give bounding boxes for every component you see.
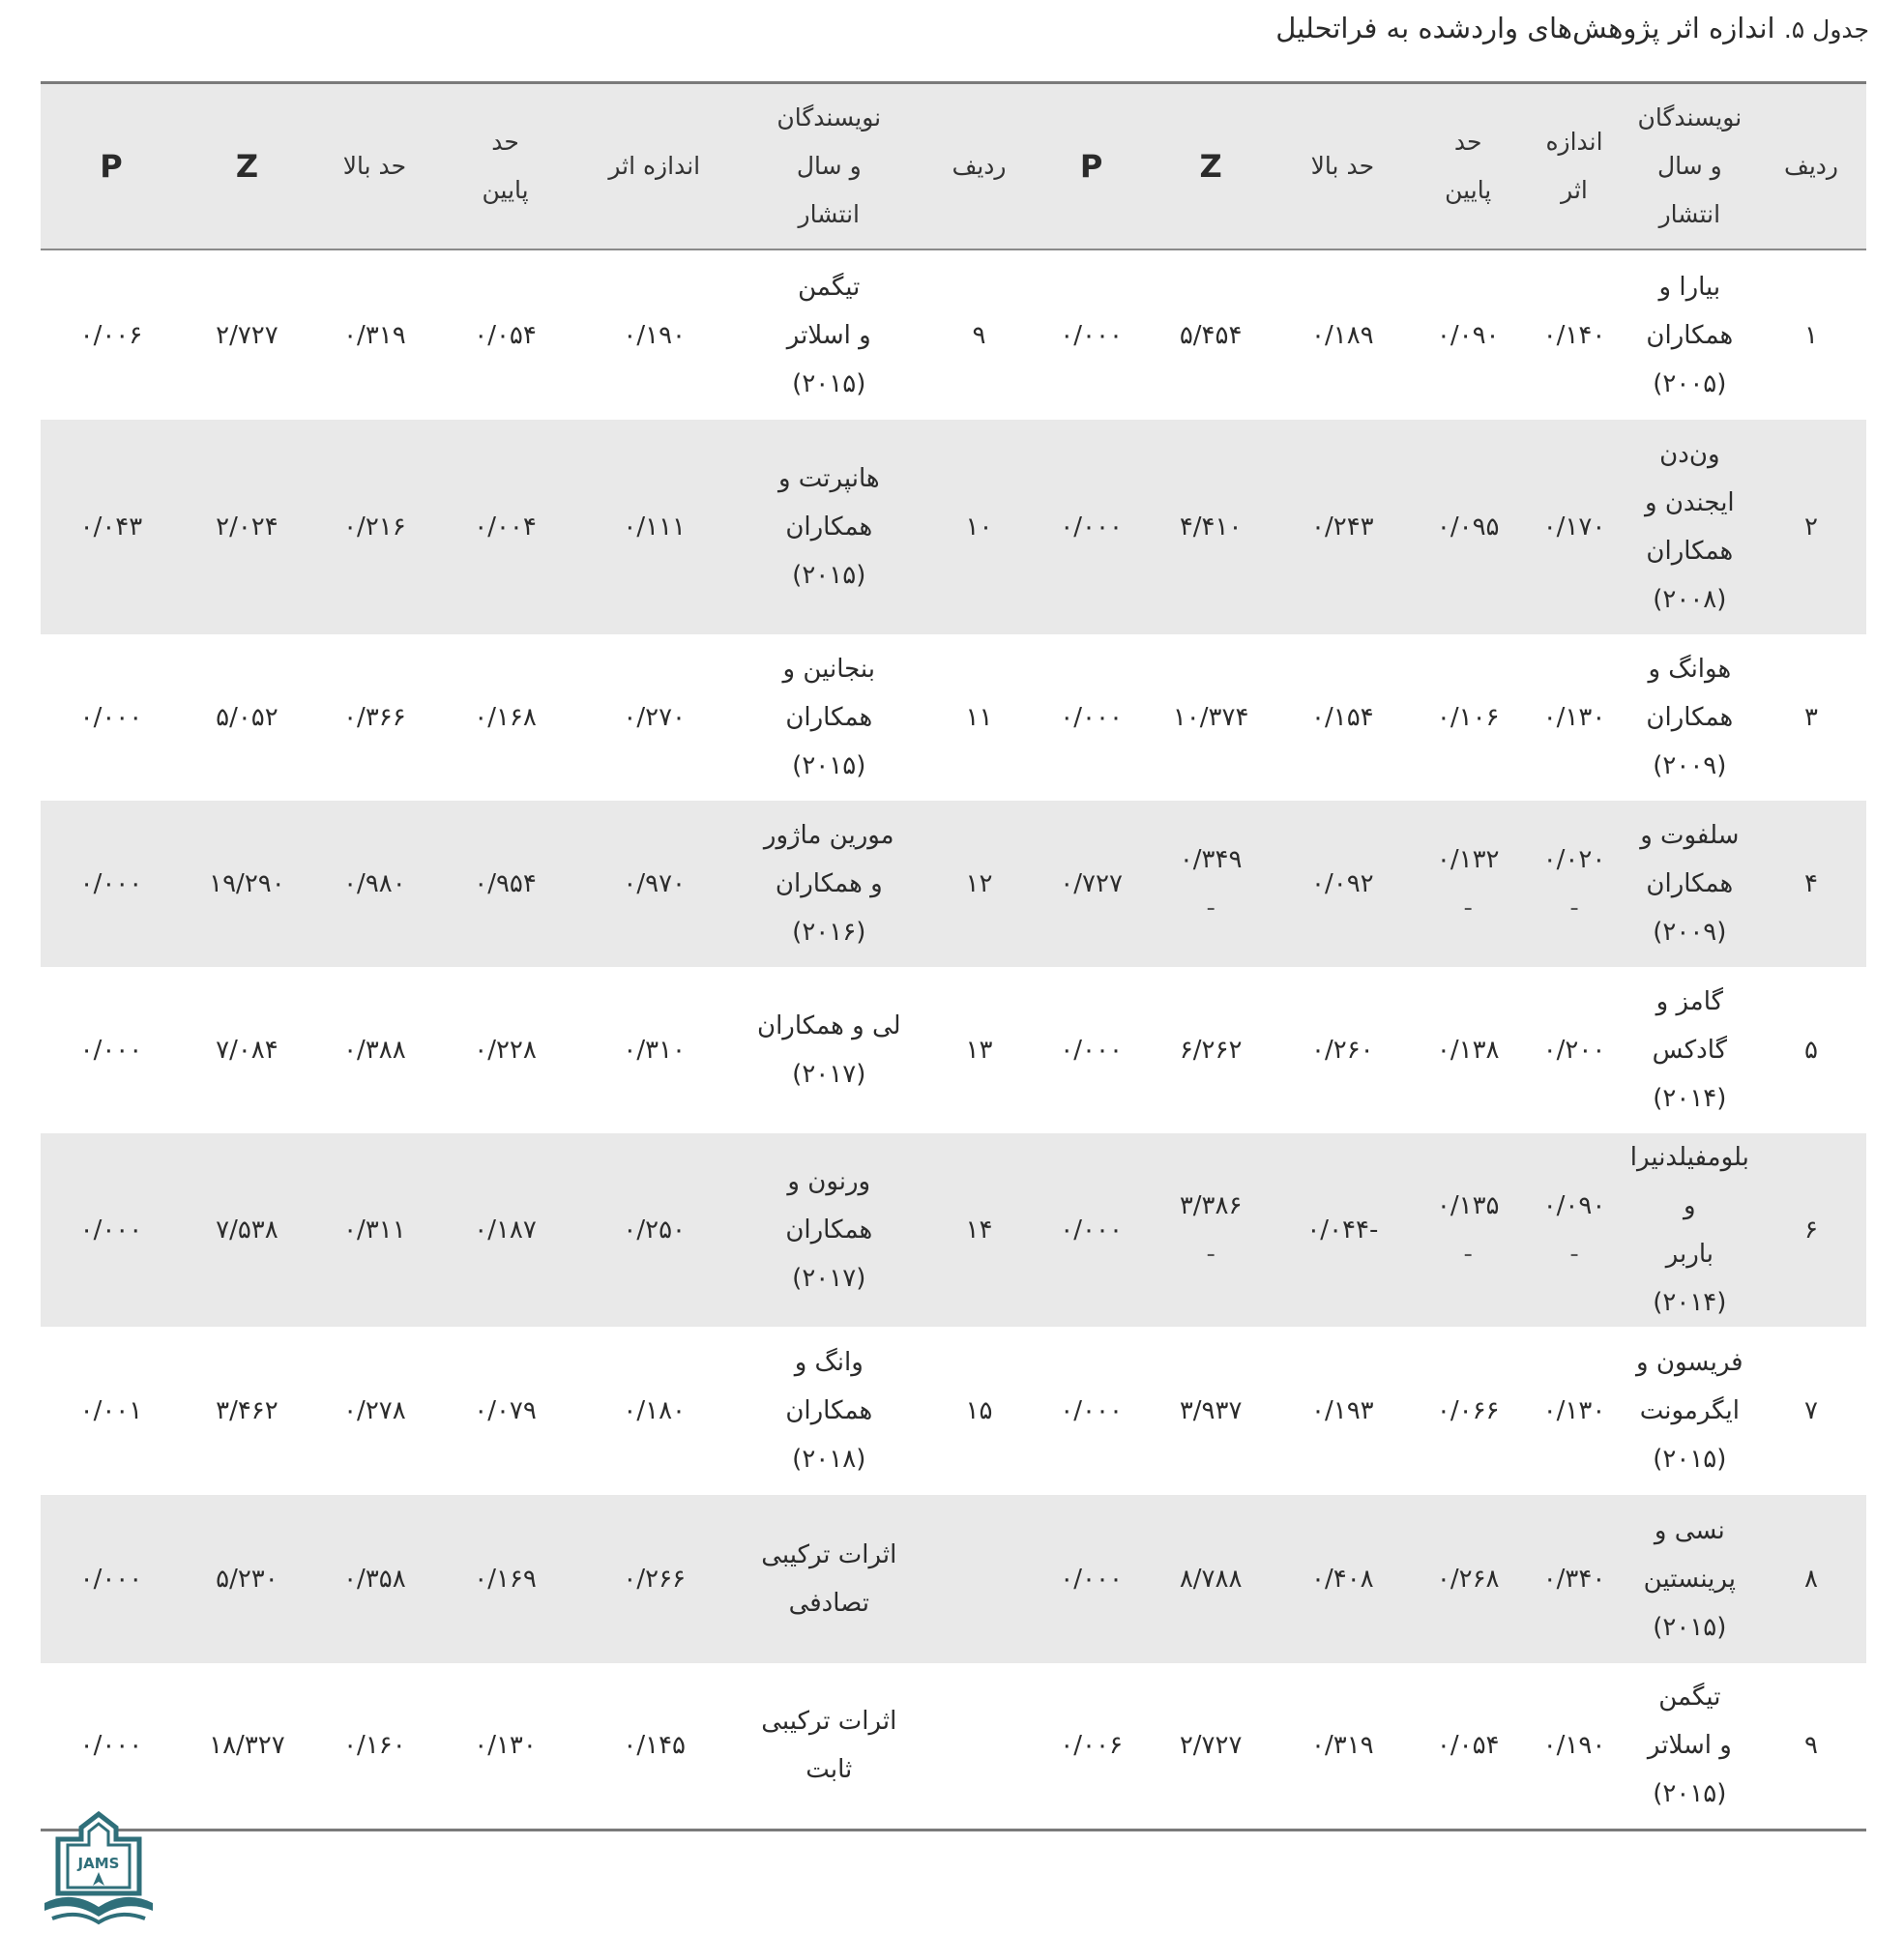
cell-authors-2: بنجانین و همکاران (۲۰۱۵) xyxy=(782,655,875,780)
header-effect-size-2: اندازه اثر xyxy=(573,83,735,250)
cell-upper-limit: ۰/۰۹۲ xyxy=(1311,869,1374,898)
cell-lower-limit xyxy=(1411,801,1525,967)
cell-radif-2: ۱۵ xyxy=(965,1396,993,1425)
cell-upper-limit-2: ۰/۳۱۹ xyxy=(343,320,406,350)
cell-effect-size-2: ۰/۱۱۱ xyxy=(623,513,687,542)
header-p-2: P xyxy=(41,83,182,250)
cell-effect-size-2: ۰/۲۶۶ xyxy=(623,1565,687,1594)
cell-lower-limit: ۰/۱۳۸ xyxy=(1436,1036,1500,1065)
cell-effect-size xyxy=(1525,801,1623,967)
cell-radif: ۸ xyxy=(1804,1565,1818,1594)
cell-authors-2: لی و همکاران (۲۰۱۷) xyxy=(756,1011,901,1089)
cell-z: ۲/۷۲۷ xyxy=(1148,1663,1274,1830)
cell-radif: ۳ xyxy=(1804,703,1818,732)
cell-authors-2: تیگمن و اسلاتر (۲۰۱۵) xyxy=(786,272,871,398)
cell-radif-2 xyxy=(923,1495,1035,1663)
cell-upper-limit: ۰/۴۰۸ xyxy=(1311,1565,1374,1594)
cell-z-2: ۲/۰۲۴ xyxy=(216,513,278,542)
cell-radif: ۷ xyxy=(1804,1396,1818,1425)
cell-lower-limit-2: ۰/۱۸۷ xyxy=(474,1215,537,1245)
cell-p: ۰/۰۰۰ xyxy=(1060,1396,1123,1425)
cell-effect-size-2: ۰/۲۵۰ xyxy=(623,1215,687,1245)
cell-lower-limit: ۰/۰۹۵ xyxy=(1436,513,1500,542)
cell-lower-limit: ۰/۰۵۴ xyxy=(1411,1663,1525,1830)
cell-authors: گامز و گادکس (۲۰۱۴) xyxy=(1652,987,1728,1113)
table-row xyxy=(41,634,1866,801)
cell-effect-size: ۰/۱۷۰ xyxy=(1542,513,1606,542)
cell-effect-size: ۰/۱۳۰ xyxy=(1542,703,1606,732)
cell-radif-2 xyxy=(923,1663,1035,1830)
cell-z-sign: - xyxy=(1206,1240,1216,1269)
cell-authors-2: مورین ماژور و همکاران (۲۰۱۶) xyxy=(763,821,894,947)
cell-z-2: ۱۹/۲۹۰ xyxy=(209,869,285,898)
cell-authors: سلفوت و همکاران (۲۰۰۹) xyxy=(1640,821,1740,947)
cell-effect-size-sign: - xyxy=(1569,893,1579,923)
cell-p-2: ۰/۰۰۰ xyxy=(79,869,143,898)
cell-effect-size-2: ۰/۱۹۰ xyxy=(623,320,687,350)
table-header-row xyxy=(41,83,1866,250)
jams-logo xyxy=(39,1810,160,1931)
cell-authors: فریسون و ایگرمونت (۲۰۱۵) xyxy=(1636,1348,1743,1474)
cell-lower-limit: ۰/۰۶۶ xyxy=(1436,1396,1500,1425)
cell-upper-limit: ۰/۱۸۹ xyxy=(1311,320,1374,350)
cell-upper-limit: -۰/۰۴۴ xyxy=(1306,1215,1379,1245)
cell-lower-limit-2: ۰/۹۵۴ xyxy=(474,869,537,898)
cell-effect-size-sign: - xyxy=(1569,1240,1579,1269)
cell-authors-2: اثرات ترکیبی تصادفی xyxy=(761,1540,897,1618)
cell-effect-size-value: ۰/۰۲۰ xyxy=(1542,845,1606,874)
header-lower-limit-2: حد پایین xyxy=(437,83,573,250)
cell-p: ۰/۰۰۰ xyxy=(1060,513,1123,542)
cell-p: ۰/۰۰۰ xyxy=(1060,320,1123,350)
cell-radif-2: ۱۱ xyxy=(965,703,993,732)
table-row xyxy=(41,249,1866,420)
cell-p-2: ۰/۰۰۰ xyxy=(79,1565,143,1594)
cell-p-2: ۰/۰۰۰ xyxy=(79,1036,143,1065)
cell-upper-limit-2: ۰/۱۶۰ xyxy=(312,1663,437,1830)
cell-effect-size-2: ۰/۱۴۵ xyxy=(573,1663,735,1830)
cell-lower-limit-value: ۰/۱۳۵ xyxy=(1436,1191,1500,1220)
header-authors: نویسندگان و سال انتشار xyxy=(1624,83,1756,250)
cell-authors: بیارا و همکاران (۲۰۰۵) xyxy=(1646,272,1734,398)
table-row xyxy=(41,420,1866,634)
effect-size-table xyxy=(41,81,1866,1831)
cell-authors: نسی و پرینستین (۲۰۱۵) xyxy=(1643,1516,1736,1642)
table-row xyxy=(41,1663,1866,1830)
cell-radif-2: ۱۰ xyxy=(965,513,993,542)
cell-p-2: ۰/۰۴۳ xyxy=(79,513,143,542)
table-row xyxy=(41,801,1866,967)
cell-p: ۰/۰۰۶ xyxy=(1036,1663,1148,1830)
cell-authors: تیگمن و اسلاتر (۲۰۱۵) xyxy=(1624,1663,1756,1830)
cell-effect-size-value: ۰/۰۹۰ xyxy=(1542,1191,1606,1220)
header-upper-limit: حد بالا xyxy=(1274,83,1411,250)
cell-radif: ۹ xyxy=(1756,1663,1866,1830)
cell-lower-limit-sign: - xyxy=(1463,893,1473,923)
header-lower-limit: حد پایین xyxy=(1411,83,1525,250)
cell-z-2: ۵/۰۵۲ xyxy=(216,703,278,732)
cell-upper-limit-2: ۰/۲۷۸ xyxy=(343,1396,406,1425)
cell-effect-size xyxy=(1525,1133,1623,1327)
cell-upper-limit-2: ۰/۳۶۶ xyxy=(343,703,406,732)
header-radif-2: ردیف xyxy=(923,83,1035,250)
cell-effect-size: ۰/۳۴۰ xyxy=(1542,1565,1606,1594)
cell-z: ۸/۷۸۸ xyxy=(1179,1565,1243,1594)
cell-effect-size: ۰/۱۹۰ xyxy=(1525,1663,1623,1830)
cell-z-2: ۳/۴۶۲ xyxy=(216,1396,278,1425)
table-caption xyxy=(1275,12,1869,44)
cell-authors: ون‌دن ایجندن و همکاران (۲۰۰۸) xyxy=(1645,440,1735,614)
cell-p: ۰/۷۲۷ xyxy=(1060,869,1123,898)
cell-lower-limit: ۰/۰۹۰ xyxy=(1436,320,1500,350)
cell-lower-limit-2: ۰/۱۶۸ xyxy=(474,703,537,732)
cell-p-2: ۰/۰۰۱ xyxy=(79,1396,143,1425)
cell-upper-limit: ۰/۲۴۳ xyxy=(1311,513,1374,542)
cell-lower-limit-2: ۰/۰۰۴ xyxy=(474,513,537,542)
cell-z: ۶/۲۶۲ xyxy=(1179,1036,1243,1065)
cell-z: ۵/۴۵۴ xyxy=(1179,320,1243,350)
cell-effect-size-2: ۰/۳۱۰ xyxy=(623,1036,687,1065)
header-authors-2: نویسندگان و سال انتشار xyxy=(735,83,923,250)
cell-z xyxy=(1148,801,1274,967)
cell-lower-limit: ۰/۱۰۶ xyxy=(1436,703,1500,732)
cell-upper-limit: ۰/۳۱۹ xyxy=(1274,1663,1411,1830)
cell-z-2: ۲/۷۲۷ xyxy=(216,320,278,350)
cell-z xyxy=(1148,1133,1274,1327)
header-upper-limit-2: حد بالا xyxy=(312,83,437,250)
cell-z: ۱۰/۳۷۴ xyxy=(1172,703,1249,732)
table-row xyxy=(41,1495,1866,1663)
cell-authors-2: هانپرتت و همکاران (۲۰۱۵) xyxy=(777,464,880,590)
cell-radif: ۱ xyxy=(1804,320,1818,350)
table-caption-title: اندازه اثر پژوهش‌های واردشده به فراتحلیل xyxy=(1275,12,1775,44)
cell-p-2: ۰/۰۰۶ xyxy=(79,320,143,350)
cell-authors: بلومفیلدنیرا و باربر (۲۰۱۴) xyxy=(1629,1143,1749,1317)
cell-p: ۰/۰۰۰ xyxy=(1060,1565,1123,1594)
header-effect-size: اندازه اثر xyxy=(1525,83,1623,250)
cell-radif: ۴ xyxy=(1804,869,1818,898)
cell-upper-limit-2: ۰/۳۱۱ xyxy=(343,1215,406,1245)
cell-authors: هوانگ و همکاران (۲۰۰۹) xyxy=(1646,655,1734,780)
svg-text:JAMS: JAMS xyxy=(77,1855,120,1872)
cell-upper-limit: ۰/۱۵۴ xyxy=(1311,703,1374,732)
cell-p: ۰/۰۰۰ xyxy=(1060,703,1123,732)
cell-p-2: ۰/۰۰۰ xyxy=(41,1663,182,1830)
cell-z-2: ۵/۲۳۰ xyxy=(216,1565,278,1594)
cell-lower-limit-2: ۰/۰۷۹ xyxy=(474,1396,537,1425)
cell-z-2: ۷/۵۳۸ xyxy=(216,1215,278,1245)
cell-radif: ۶ xyxy=(1804,1215,1818,1245)
cell-radif-2: ۹ xyxy=(972,320,986,350)
cell-effect-size: ۰/۱۳۰ xyxy=(1542,1396,1606,1425)
header-p: P xyxy=(1036,83,1148,250)
cell-upper-limit: ۰/۲۶۰ xyxy=(1311,1036,1374,1065)
cell-effect-size: ۰/۱۴۰ xyxy=(1542,320,1606,350)
cell-lower-limit-sign: - xyxy=(1463,1240,1473,1269)
cell-radif-2: ۱۲ xyxy=(965,869,993,898)
cell-authors-2: وانگ و همکاران (۲۰۱۸) xyxy=(785,1348,873,1474)
cell-z-2: ۱۸/۳۲۷ xyxy=(182,1663,312,1830)
cell-effect-size: ۰/۲۰۰ xyxy=(1542,1036,1606,1065)
cell-lower-limit-2: ۰/۲۲۸ xyxy=(474,1036,537,1065)
table-row xyxy=(41,967,1866,1133)
cell-z-2: ۷/۰۸۴ xyxy=(216,1036,278,1065)
cell-upper-limit-2: ۰/۳۵۸ xyxy=(343,1565,406,1594)
cell-radif: ۵ xyxy=(1804,1036,1818,1065)
cell-radif-2: ۱۴ xyxy=(965,1215,993,1245)
header-z: Z xyxy=(1148,83,1274,250)
table-row xyxy=(41,1327,1866,1495)
cell-effect-size-2: ۰/۱۸۰ xyxy=(623,1396,687,1425)
table-caption-label: جدول ۵. xyxy=(1783,15,1869,44)
cell-radif: ۲ xyxy=(1804,513,1818,542)
cell-upper-limit: ۰/۱۹۳ xyxy=(1311,1396,1374,1425)
header-z-2: Z xyxy=(182,83,312,250)
cell-p-2: ۰/۰۰۰ xyxy=(79,1215,143,1245)
cell-z: ۴/۴۱۰ xyxy=(1179,513,1243,542)
cell-z-value: ۰/۳۴۹ xyxy=(1179,845,1243,874)
cell-z-value: ۳/۳۸۶ xyxy=(1179,1191,1243,1220)
header-radif: ردیف xyxy=(1756,83,1866,250)
cell-upper-limit-2: ۰/۲۱۶ xyxy=(343,513,406,542)
cell-lower-limit-2: ۰/۰۵۴ xyxy=(474,320,537,350)
cell-lower-limit-value: ۰/۱۳۲ xyxy=(1436,845,1500,874)
cell-authors-2: اثرات ترکیبی ثابت xyxy=(735,1663,923,1830)
cell-effect-size-2: ۰/۹۷۰ xyxy=(623,869,687,898)
cell-authors-2: ورنون و همکاران (۲۰۱۷) xyxy=(785,1167,873,1293)
cell-z: ۳/۹۳۷ xyxy=(1179,1396,1243,1425)
cell-p-2: ۰/۰۰۰ xyxy=(79,703,143,732)
table-row xyxy=(41,1133,1866,1327)
cell-p: ۰/۰۰۰ xyxy=(1060,1036,1123,1065)
cell-effect-size-2: ۰/۲۷۰ xyxy=(623,703,687,732)
cell-z-sign: - xyxy=(1206,893,1216,923)
cell-lower-limit xyxy=(1411,1133,1525,1327)
cell-lower-limit-2: ۰/۱۶۹ xyxy=(474,1565,537,1594)
cell-p: ۰/۰۰۰ xyxy=(1060,1215,1123,1245)
cell-radif-2: ۱۳ xyxy=(965,1036,993,1065)
cell-upper-limit-2: ۰/۳۸۸ xyxy=(343,1036,406,1065)
cell-upper-limit-2: ۰/۹۸۰ xyxy=(343,869,406,898)
cell-lower-limit-2: ۰/۱۳۰ xyxy=(437,1663,573,1830)
cell-lower-limit: ۰/۲۶۸ xyxy=(1436,1565,1500,1594)
